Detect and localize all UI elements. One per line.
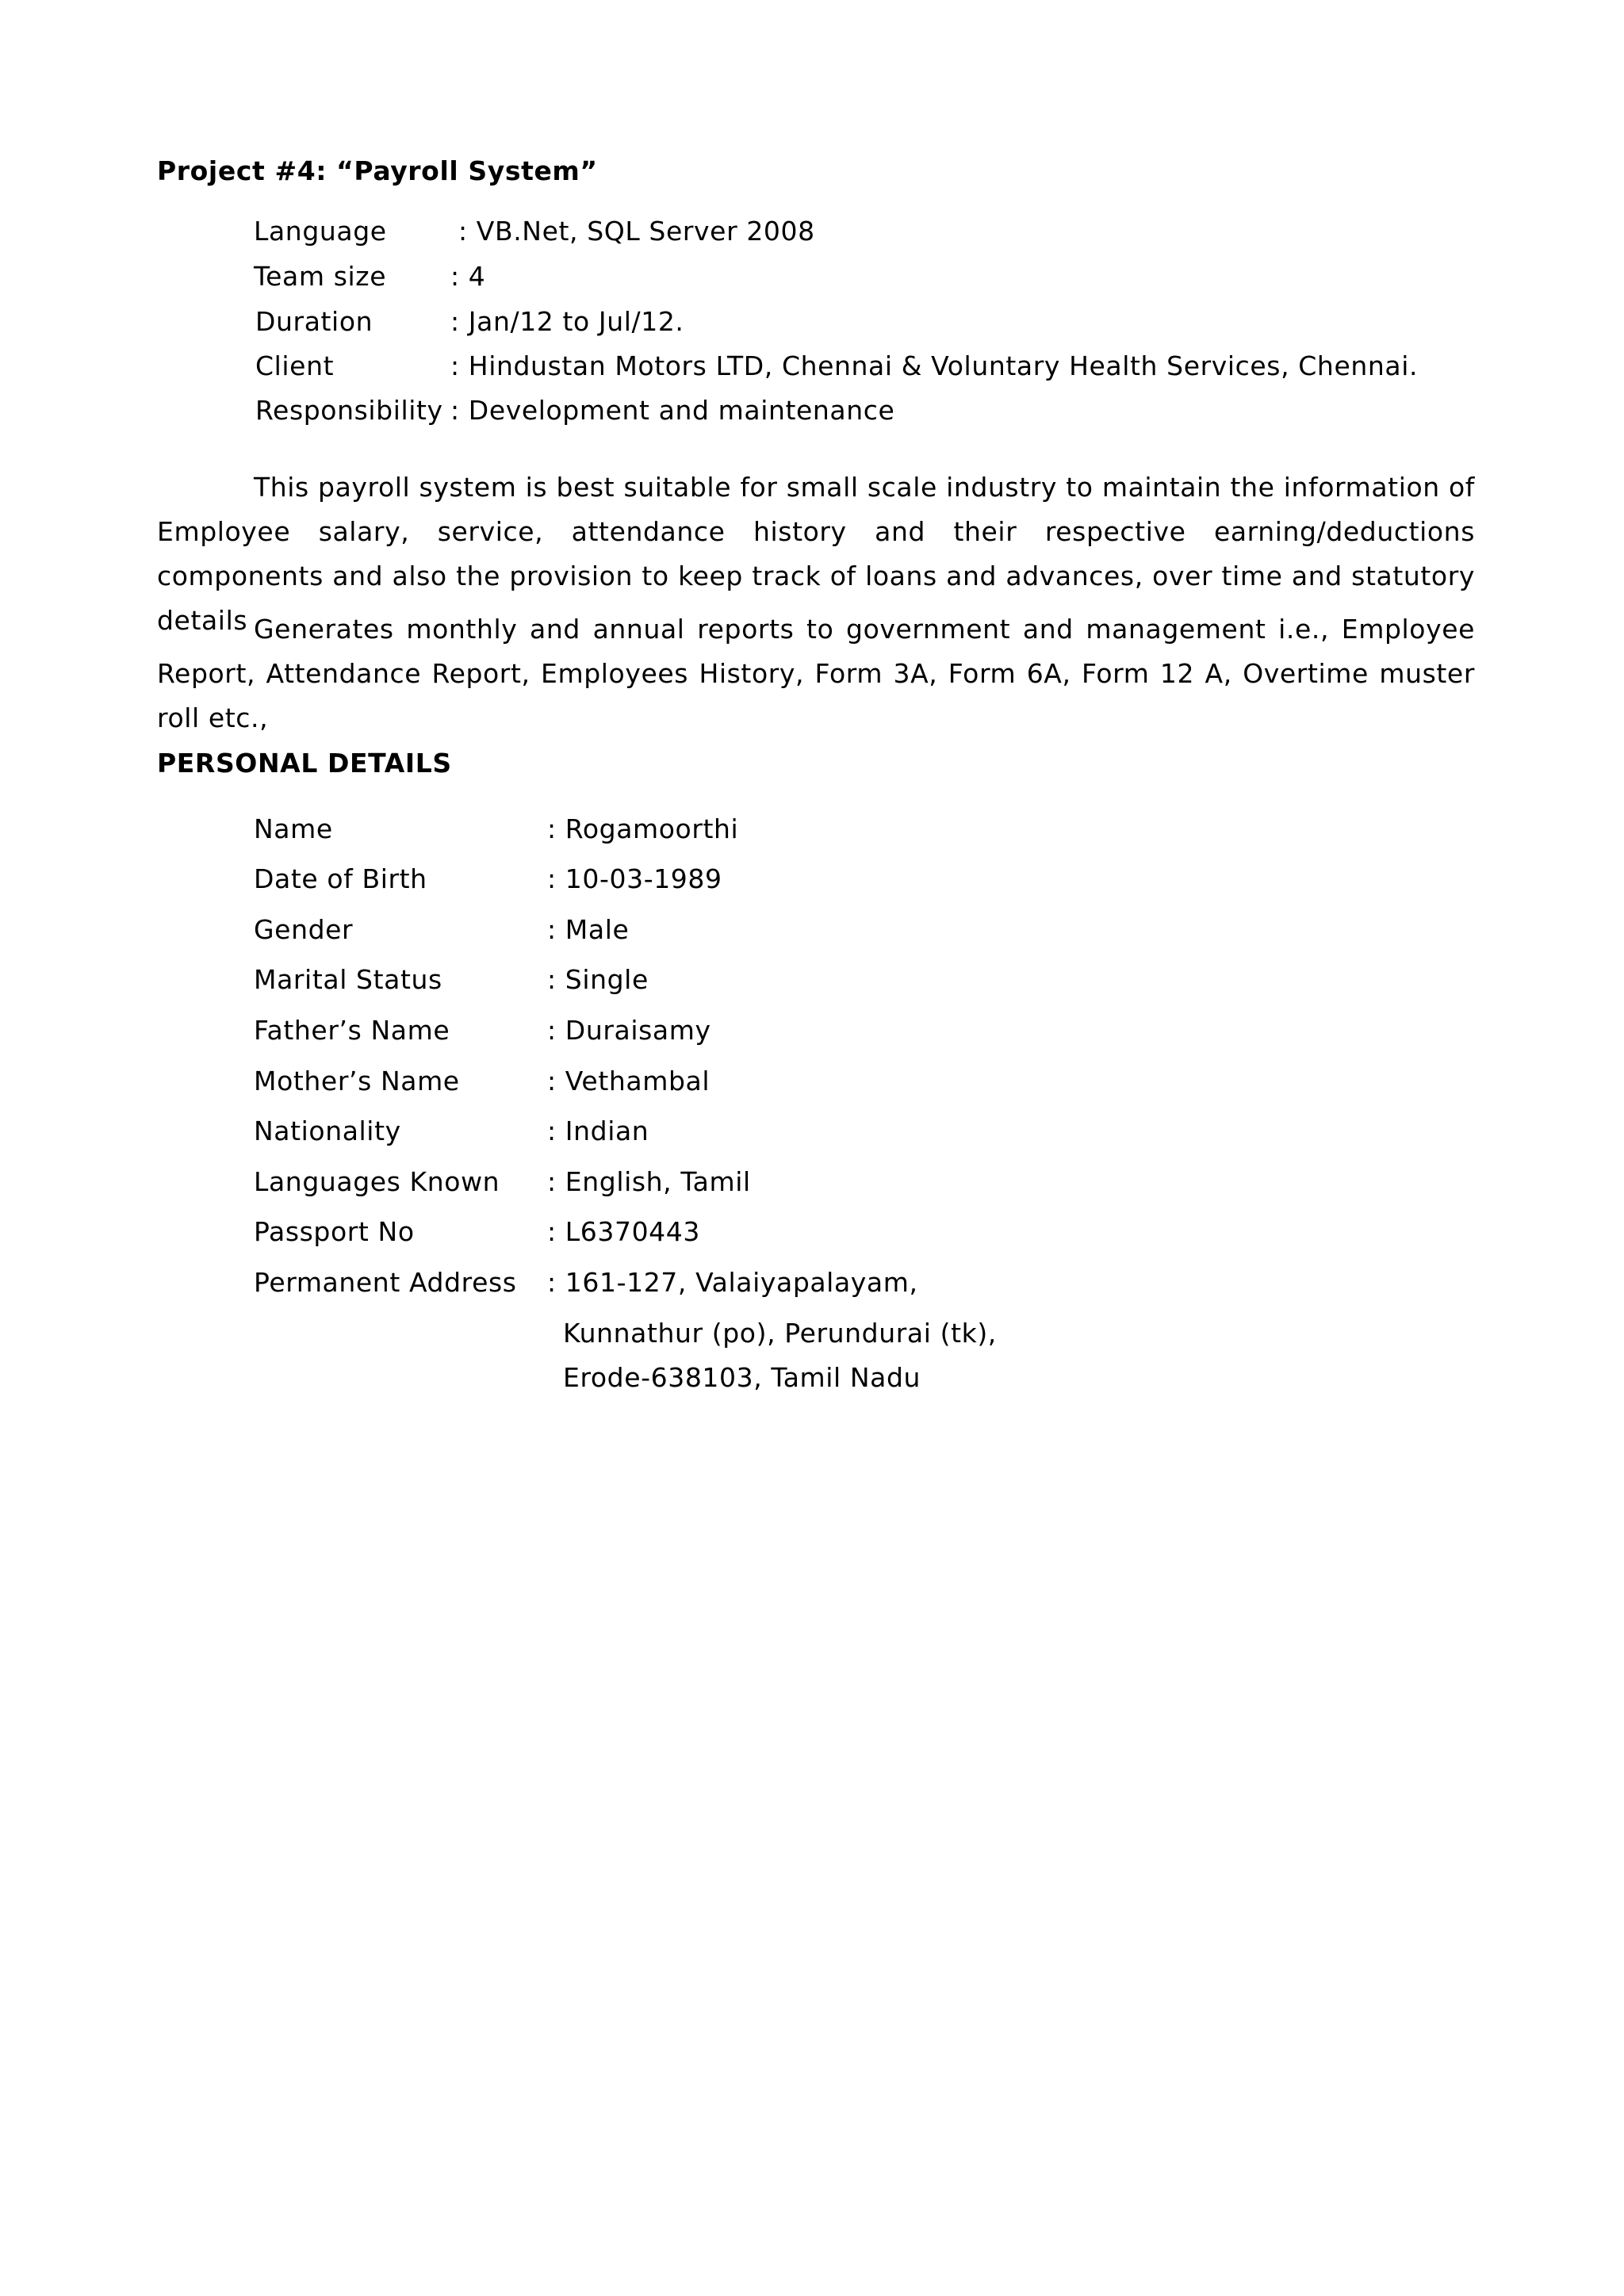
field-label: Date of Birth [254,863,427,894]
field-label: Client [255,350,335,381]
field-label: Responsibility [255,395,443,426]
field-label: Permanent Address [254,1267,517,1298]
field-label: Languages Known [254,1166,500,1197]
field-label: Mother’s Name [254,1066,460,1096]
field-label: Name [254,813,333,844]
field-label: Nationality [254,1115,401,1146]
field-value: : 4 [450,261,486,292]
field-value: : Vethambal [547,1066,710,1096]
field-label: Gender [254,914,354,945]
field-label: Passport No [254,1216,415,1247]
reports-text: Generates monthly and annual reports to government and management i.e., Employee Report, Attendance Report, Employees History, Form 3A, Form 6A, Form 12 A, Overtime muster roll etc., [157,614,1475,733]
field-label: Father’s Name [254,1015,450,1046]
field-label: Language [254,216,387,247]
field-value: : Development and maintenance [450,395,895,426]
field-value: : 10-03-1989 [547,863,722,894]
field-value: : English, Tamil [547,1166,751,1197]
project-reports [157,607,1475,740]
project-title: Project #4: “Payroll System” [157,155,598,186]
description-text: This payroll system is best suitable for small scale industry to maintain the information of Employee salary, service, attendance history and their respective earning/deductions components and also the provision to keep track of loans and advances, over time and statutory details [157,472,1475,636]
field-value: : Duraisamy [547,1015,711,1046]
address-line-3: Erode-638103, Tamil Nadu [563,1362,921,1393]
field-value: : VB.Net, SQL Server 2008 [458,216,815,247]
field-value: : Single [547,964,649,995]
field-value: : L6370443 [547,1216,700,1247]
field-value: : Indian [547,1115,649,1146]
field-value: : Jan/12 to Jul/12. [450,306,684,337]
field-value: : 161-127, Valaiyapalayam, [547,1267,918,1298]
field-value: : Rogamoorthi [547,813,739,844]
field-value: : Hindustan Motors LTD, Chennai & Voluntary Health Services, Chennai. [450,350,1419,381]
field-value: : Male [547,914,630,945]
address-line-2: Kunnathur (po), Perundurai (tk), [563,1318,997,1349]
field-label: Marital Status [254,964,442,995]
field-label: Duration [255,306,373,337]
personal-details-title: PERSONAL DETAILS [157,748,452,779]
field-label: Team size [254,261,387,292]
